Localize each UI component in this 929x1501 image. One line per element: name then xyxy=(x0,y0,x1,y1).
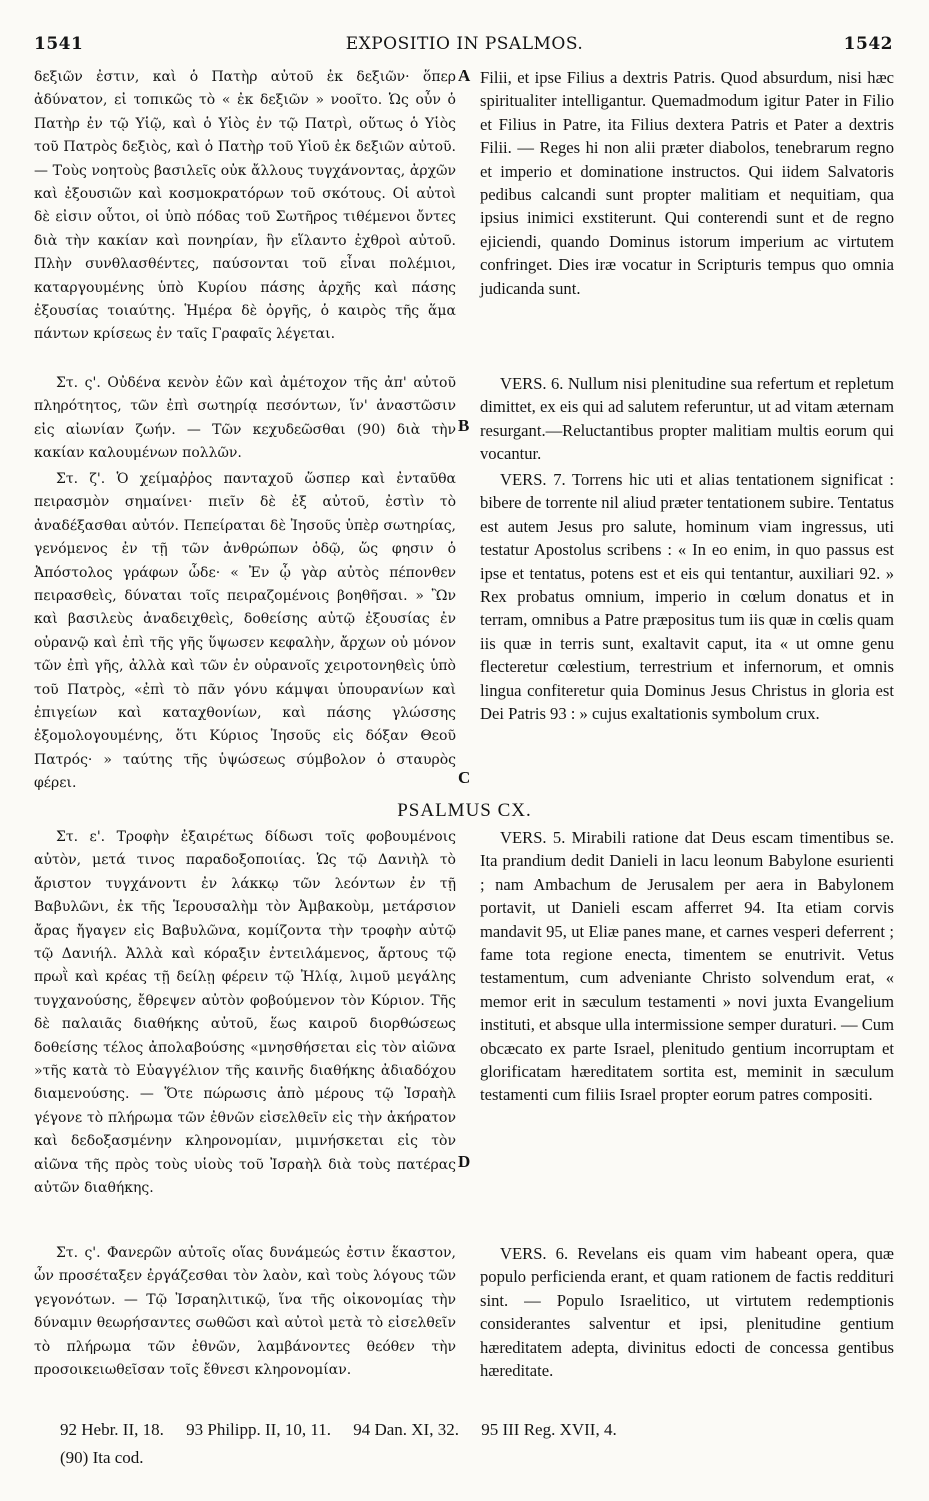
greek-paragraph-2: Στ. ς'. Οὐδένα κενὸν ἐῶν καὶ ἀμέτοχον τῆς ἀπ' αὐτοῦ πληρότητος, τῶν ἐπὶ σωτηρίᾳ πεσόντων, ἵν' ἀναστῶσιν εἰς αἰωνίαν ζωήν. — Τῶν κεχυδεῶσθαι (90) διὰ τὴν κακίαν καλουμένων πολλῶν. xyxy=(34,375,456,462)
margin-letter-a: A xyxy=(458,66,471,85)
latin-paragraph-1: Filii, et ipse Filius a dextris Patris. Quod absurdum, nisi hæc spiritualiter intelligantur. Quemadmodum igitur Pater in Filio et Filius in Patre, ita Filius dextera Patris et Pater a dextris Filii. — Reges hi non alii præter diabolos, tenebrarum regno et imperio et dominatione instructos. Qui iidem Salvatoris pedibus calcandi sunt propter malitiam et nequitiam, qua ipsius inimici exstiterunt. Qui conterendi sunt et de regno ejiciendi, quando Dominus istorum imperium ac virtutem confringet. Dies iræ vocatur in Scripturis tempus quo omnia judicanda sunt. xyxy=(480,68,894,298)
greek-paragraph-3: Στ. ζ'. Ὁ χείμαῤῥος πανταχοῦ ὥσπερ καὶ ἐνταῦθα πειρασμὸν σημαίνει· πιεῖν δὲ ἐξ αὐτοῦ, ἐστὶν τὸ ἀναδέξασθαι αὐτόν. Πεπείραται δὲ Ἰησοῦς ὑπὲρ σωτηρίας, γενόμενος ἐν τῇ τῶν ἀνθρώπων ὁδῷ, ὥς φησιν ὁ Ἀπόστολος γράφων ὧδε· « Ἐν ᾧ γὰρ αὐτὸς πέπονθεν πειρασθεὶς, δύναται τοῖς πειραζομένοις βοηθῆσαι. » Ὢν καὶ βασιλεὺς ἀναδειχθεὶς, δοθείσης αὐτῷ ἐξουσίας ἐν οὐρανῷ καὶ ἐπὶ τῆς γῆς ὕψωσεν κεφαλὴν, ἄρχων οὐ μόνον τῶν ἐπὶ γῆς, ἀλλὰ καὶ τῶν ἐν οὐρανοῖς χειροτονηθεὶς ὑπὸ τοῦ Πατρὸς, «ἐπὶ τὸ πᾶν γόνυ κάμψαι ὑπουρανίων καὶ ἐπιγείων καὶ καταχθονίων, καὶ πάσης γλώσσης ἐξομολογουμένης, ὅτι Κύριος Ἰησοῦς εἰς δόξαν Θεοῦ Πατρός· » ταύτης τῆς ὑψώσεως σύμβολον ὁ σταυρὸς φέρει. xyxy=(34,471,456,792)
footnote-90: (90) Ita cod. xyxy=(60,1448,144,1467)
greek-paragraph-5: Στ. ς'. Φανερῶν αὐτοῖς οἵας δυνάμεώς ἐστιν ἕκαστον, ὧν προσέταξεν ἐργάζεσθαι τὸν λαὸν, καὶ τοὺς λόγους τῶν γεγονότων. — Τῷ Ἰσραηλιτικῷ, ἵνα τῆς οἰκονομίας τὴν δύναμιν θεωρήσαντες σωθῶσι καὶ αὐτοὶ μετὰ τὸ εἰσελθεῖν τὸ πλήρωμα τῶν ἐθνῶν, λαμβάνοντες θεόθεν τὴν προσοικειωθεῖσαν τοῖς ἔθνεσι κληρονομίαν. xyxy=(34,1245,456,1379)
running-title: EXPOSITIO IN PSALMOS. xyxy=(345,34,584,54)
latin-paragraph-5: VERS. 6. Revelans eis quam vim habeant opera, quæ populo perficienda erant, et quam rationem de factis reddituri sint. — Populo Israelitico, ut virtutem redemptionis considerantes salventur et ipsi, plenitudine gentium hæreditatem adepta, divinitus edocti de concessa gentibus hæreditate. xyxy=(480,1244,894,1381)
greek-paragraph-4: Στ. ε'. Τροφὴν ἐξαιρέτως δίδωσι τοῖς φοβουμένοις αὐτὸν, μετά τινος παραδοξοποιίας. Ὡς τῷ Δανιὴλ τὸ ἄριστον τυγχάνοντι ἐν λάκκῳ τῶν λεόντων ἐν τῇ Βαβυλῶνι, ἐκ τῆς Ἱερουσαλὴμ τὸν Ἀμβακοὺμ, μετάρσιον ἄρας ἤγαγεν εἰς Βαβυλῶνα, κομίζοντα τὴν τροφὴν αὐτῷ τῷ Δανιήλ. Ἀλλὰ καὶ κόραξιν ἐντειλάμενος, ἄρτους τῷ πρωῒ καὶ κρέας τῇ δείλῃ φέρειν τῷ Ἠλίᾳ, λιμοῦ μεγάλης τυγχανούσης, ἔθρεψεν αὐτὸν φοβούμενον τὸν Κύριον. Τῆς δὲ παλαιᾶς διαθήκης αὐτοῦ, ἕως καιροῦ διορθώσεως δοθείσης τέλος ἀπολαβούσης «μνησθήσεται εἰς τὸν αἰῶνα »τῆς κατὰ τὸ Εὐαγγέλιον τῆς καινῆς διαθήκης ἀδιαδόχου διαμενούσης. — Ὅτε πώρωσις ἀπὸ μέρους τῷ Ἰσραὴλ γέγονε τὸ πλήρωμα τῶν ἐθνῶν εἰσελθεῖν εἰς τὴν ἀκήρατον καὶ δεδοξασμένην κληρονομίαν, μιμνήσκεται εἰς τὸν αἰῶνα τῆς πρὸς τοὺς υἱοὺς τοῦ Ἰσραὴλ διὰ τοὺς πατέρας αὐτῶν διαθήκης. xyxy=(34,829,456,1197)
footnote-92: 92 Hebr. II, 18. xyxy=(60,1420,164,1439)
margin-letter-b: B xyxy=(458,416,470,435)
footnote-line-2 xyxy=(60,1444,890,1472)
footnotes xyxy=(60,1416,890,1472)
page-number-right: 1542 xyxy=(843,34,893,54)
latin-paragraph-4: VERS. 5. Mirabili ratione dat Deus escam timentibus se. Ita prandium dedit Danieli in lacu leonum Babylone esurienti ; nam Ambachum de Jerusalem per aera in Babylonem portavit, ut Danieli escam afferret 94. Ita etiam corvis mandavit 95, ut Eliæ panes mane, et carnes vesperi deferrent ; fame tota regione enecta, timentem se enutrivit. Vetus testamentum, cum adveniante Christo solvendum erat, « memor erit in sæculum testamenti » novi juxta Evangelium instituti, et absque ulla intermissione semper duraturi. — Cum obcæcato ex parte Israel, plenitudo gentium incorruptam et glorificatam hæreditatem sortita est, meminit in sæculum testamenti cum filiis Israel propter eorum patres compositi. xyxy=(480,828,894,1105)
latin-paragraph-2: VERS. 6. Nullum nisi plenitudine sua refertum et repletum dimittet, ex eis qui ad salutem referuntur, ut ad vitam æternam resurgant.—Reluctantibus propter malitiam multis eorum qui vocantur. xyxy=(480,374,894,464)
margin-letter-c: C xyxy=(458,768,471,787)
footnote-93: 93 Philipp. II, 10, 11. xyxy=(186,1420,331,1439)
margin-letter-d: D xyxy=(458,1152,471,1171)
latin-paragraph-3: VERS. 7. Torrens hic uti et alias tentationem significat : bibere de torrente nil aliud præter tentationem subire. Tentatus est autem Jesus pro salute, hominum viam ingressus, uti testatur Apostolus scribens : « In eo enim, in quo passus est ipse et tentatus, potens est et eis qui tentantur, auxiliari 92. » Rex probatus omnium, imperio in cœlum donatus et in terram, omnibus a Patre præpositus tum iis quæ in cœlis quam iis quæ in terris sunt, exaltavit caput, ita « ut omne genu flecteretur cœlestium, terrestrium et infernorum, et omnis lingua confiteretur quia Dominus Jesus Christus in gloria est Dei Patris 93 : » cujus exaltationis symbolum crux. xyxy=(480,470,894,724)
footnote-line-1 xyxy=(60,1416,890,1444)
page-number-left: 1541 xyxy=(34,34,84,54)
psalm-heading: PSALMUS CX. xyxy=(397,800,532,821)
greek-paragraph-1: δεξιῶν ἐστιν, καὶ ὁ Πατὴρ αὐτοῦ ἐκ δεξιῶν· ὅπερ ἀδύνατον, εἰ τοπικῶς τὸ « ἐκ δεξιῶν » νοοῖτο. Ὡς οὖν ὁ Πατὴρ ἐν τῷ Υἱῷ, καὶ ὁ Υἱὸς ἐν τῷ Πατρὶ, οὕτως ὁ Υἱὸς τοῦ Πατρὸς δεξιὸς, καὶ ὁ Πατὴρ τοῦ Υἱοῦ ἐκ δεξιῶν αὐτοῦ. — Τοὺς νοητοὺς βασιλεῖς οὐκ ἄλλους τυγχάνοντας, ἀρχῶν καὶ ἐξουσιῶν καὶ κοσμοκρατόρων τοῦ σκότους. Οἱ αὐτοὶ δὲ εἰσιν οὗτοι, οἱ ὑπὸ πόδας τοῦ Σωτῆρος τιθέμενοι ὄντες διὰ τὴν κακίαν καὶ πονηρίαν, ἣν εἵλαντο ἐχθροὶ αὐτοῦ. Πλὴν συνθλασθέντες, παύσονται τοῦ εἶναι πολέμιοι, καταργουμένης ὑπὸ Κυρίου πάσης ἀρχῆς καὶ πάσης ἐξουσίας τοιαύτης. Ἡμέρα δὲ ὀργῆς, ὁ καιρὸς τῆς ἅμα πάντων κρίσεως ἐν ταῖς Γραφαῖς λέγεται. xyxy=(34,69,456,343)
page-header xyxy=(0,34,929,58)
footnote-94: 94 Dan. XI, 32. xyxy=(353,1420,459,1439)
footnote-95: 95 III Reg. XVII, 4. xyxy=(481,1420,617,1439)
